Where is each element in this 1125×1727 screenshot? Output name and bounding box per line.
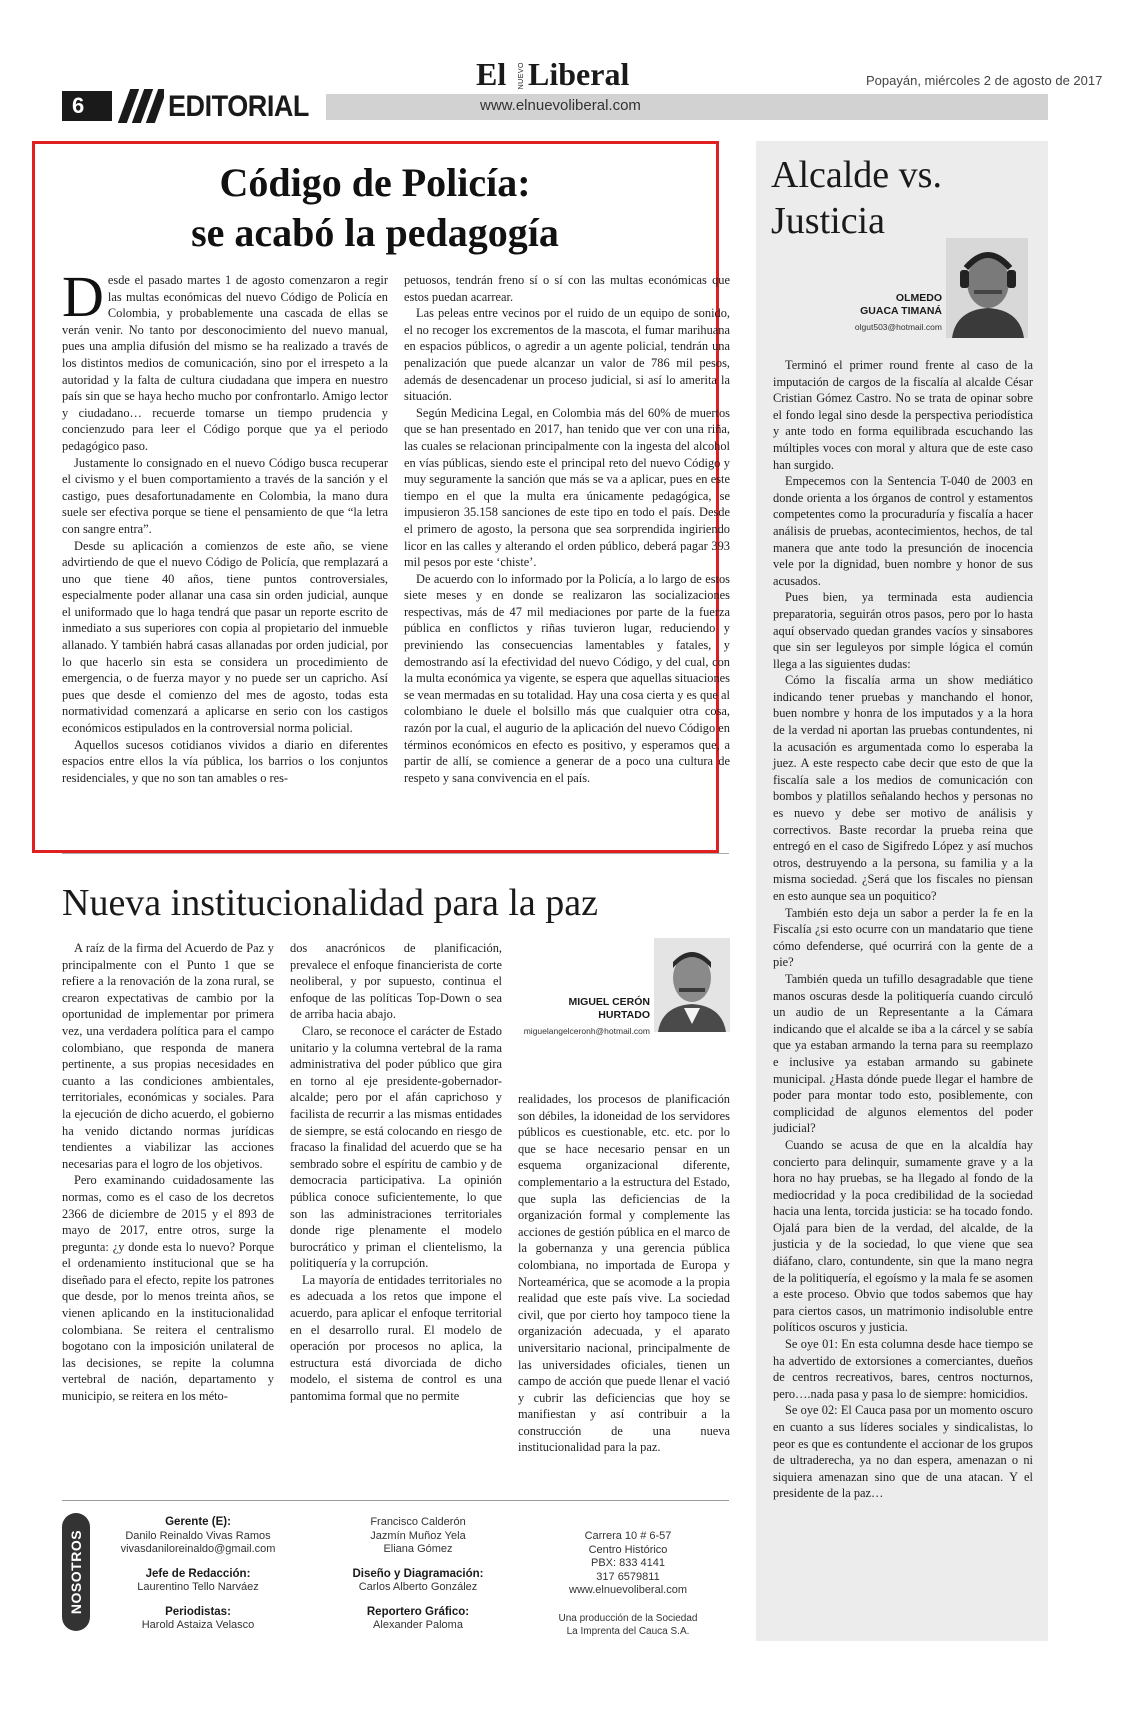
editorial-title-line2: se acabó la pedagogía (191, 210, 559, 255)
article2-author-name (524, 996, 650, 1022)
article-divider (62, 853, 729, 854)
article2-author-line1: MIGUEL CERÓN (568, 996, 650, 1008)
staff-email[interactable]: vivasdaniloreinaldo@gmail.com (120, 1543, 276, 1555)
editorial-paragraph: De acuerdo con lo informado por la Policía, a lo largo de estos siete meses y en donde se realizaron las socializaciones respectivas, más de 47 mil mediaciones por parte de la fuerza pública en conflictos y riñas tuvieron lugar, reduciendo y previniendo las consecuencias lamentables y fatales, y demostrando así la efectividad del nuevo Código, y del cual, con la multa económica ya vigente, se espera que aquellas situaciones se vean mermadas en su totalidad. Hay una cosa cierta y es que al colombiano le duele el bolsillo más que cualquier otra cosa, razón por la cual, el augurio de la aplicación del nuevo Código en términos económicos en efecto es positivo, y esperamos que, a partir de allí, se comience a generar de a poco una cultura de respeto y sana convivencia en el país. (404, 571, 730, 785)
staff-label: Periodistas: (165, 1605, 231, 1618)
opinion-paragraph: Terminó el primer round frente al caso de la imputación de cargos de la fiscalía al alcalde César Cristian Gómez Castro. No se trata de opinar sobre el fondo legal sino desde la perspectiva periodística y ante todo en forma equilibrada escuchando las múltiples voces con moral y altura que de este caso han surgido. (773, 358, 1033, 472)
footer-website[interactable]: www.elnuevoliberal.com (569, 1584, 687, 1596)
staff-name: Francisco Calderón (370, 1516, 466, 1528)
article2-paragraph: dos anacrónicos de planificación, prevalece el enfoque financierista de corte neoliberal, y por supuesto, continua el enfoque de las políticas Top-Down o sea de arriba hacia abajo. (290, 941, 502, 1022)
opinion-paragraph: También queda un tufillo desagradable que tiene manos oscuras desde la politiquería cuando circuló un audio de un Representante a la Cámara indicando que el alcalde se iba a la cárcel y se sabía que ya estaban armando la terna para su reemplazo e inclusive ya estaban armando su gabinete municipal. ¿Hasta dónde puede llegar el hambre de poder para montar todo esto, posiblemente, con complicidad de algunos elementos del poder judicial? (773, 971, 1033, 1136)
staff-label: Diseño y Diagramación: (352, 1567, 484, 1580)
editorial-paragraph: Justamente lo consignado en el nuevo Código busca recuperar el civismo y el buen comportamiento a través de la sanción y el castigo, pues desafortunadamente en Colombia, la mano dura suele ser efectiva porque se tiene el pensamiento de que “la letra con sangre entra”. (62, 455, 388, 536)
editorial-dropcap: D (62, 264, 104, 329)
staff-label: Jefe de Redacción: (145, 1567, 251, 1580)
opinion-title (771, 152, 942, 244)
opinion-body (773, 357, 1033, 1502)
address-line: Centro Histórico (588, 1543, 668, 1556)
editorial-paragraph (62, 264, 388, 455)
opinion-paragraph: Cómo la fiscalía arma un show mediático indicando tener pruebas y manchando el honor, buen nombre y honra de los imputados y a la hora de la verdad ni aportan las pruebas contundentes, ni la acusación es argumentada como lo esperaba la juez. A este respecto cabe decir que esto de que la fiscalía sale a los medios de comunicación con bombos y platillos señalando hechos y personas no es nuevo y debe ser motivo de análisis y correctivos. Baste recordar la prueba reina que entregó en el caso de Sigifredo López y así muchos otros, destruyendo a la persona, su familia y a la misma sociedad. ¿Será que los fiscales no piensan en esto aunque sea un poquitico? (773, 673, 1033, 903)
editorial-paragraph: Aquellos sucesos cotidianos vividos a diario en diferentes espacios entre ellos la vía pública, los barrios o los conjuntos residenciales, y que no son tan amables o res- (62, 737, 388, 785)
opinion-paragraph: También esto deja un sabor a perder la fe en la Fiscalía ¿si esto ocurre con un mandatario que tiene cómo defenderse, qué ocurrirá con la gente de a pie? (773, 905, 1033, 970)
staff-column-1 (100, 1516, 296, 1633)
staff-column-2 (318, 1516, 518, 1633)
page-number: 6 (62, 91, 112, 121)
article2-title: Nueva institucionalidad para la paz (62, 882, 599, 924)
pbx-number: PBX: 833 4141 (590, 1557, 665, 1569)
masthead-liberal: Liberal (528, 56, 630, 92)
opinion-paragraph: Cuando se acusa de que en la alcaldía hay concierto para delinquir, sumamente grave y a la hora no hay pruebas, se ha llegado al fondo de la mediocridad y la poca credibilidad de la sociedad hacia una lenta, torcida justicia: se ha tocado fondo. Ojalá para bien de la verdad, del alcalde, de la justicia y de la sociedad, lo que viene que sea diáfano, claro, contundente, sin que la mano negra de la politiquería, el egoísmo y la mala fe se asomen a este proceso. Obvio que todos sabemos que hay para ciertos casos, un matrimonio indisoluble entre políticos oscuros y justicia. (773, 1137, 1033, 1335)
opinion-paragraph: Se oye 02: El Cauca pasa por un momento oscuro en cuanto a sus líderes sociales y sindicalistas, lo peor es que es contundente el accionar de los grupos de ultraderecha, ya no dan espera, amenazan o ni siquiera amenazan sino que de una atacan. Y el presidente de la paz… (773, 1403, 1033, 1501)
staff-name: Laurentino Tello Narváez (137, 1581, 259, 1593)
opinion-author-line1: OLMEDO (895, 292, 942, 304)
footer-rule (62, 1500, 729, 1501)
nosotros-label (62, 1513, 90, 1631)
staff-name: Eliana Gómez (383, 1543, 453, 1555)
nosotros-text: NOSOTROS (68, 1529, 84, 1615)
staff-label: Gerente (E): (165, 1516, 231, 1528)
article2-paragraph: Pero examinando cuidadosamente las normas, como es el caso de los decretos 2366 de diciembre de 2015 y el 893 de mayo de 2017, entre otros, surge la pregunta: ¿y donde esta lo nuevo? Porque el ordenamiento institucional que se ha diseñado para el efecto, repite los patrones que desde, por lo menos treinta años, se vienen aplicando en la institucionalidad colombiana. Se reitera el centralismo bogotano con la imposición unilateral de las decisiones, se repite la columna vertebral de nación, departamento y municipio, se reitera en los méto- (62, 1173, 274, 1404)
staff-name: Carlos Alberto González (358, 1581, 478, 1593)
article2-column-2 (290, 940, 502, 1405)
site-url[interactable]: www.elnuevoliberal.com (480, 97, 641, 114)
editorial-paragraph: Según Medicina Legal, en Colombia más del 60% de muertos que se han presentado en 2017, han tenido que ver con una riña, las cuales se relacionan principalmente con la ingesta del alcohol en vías públicas, siendo este el principal reto del nuevo Código y muy seguramente la sanción que más se va a aplicar, pues en este tiempo en el que la multa era únicamente pedagógica, se impusieron 35.158 sanciones de este tipo en todo el país. Desde el primero de agosto, la persona que sea sorprendida ingiriendo licor en las calles y alterando el orden público, deberá pagar 393 mil pesos por este ‘chiste’. (404, 405, 730, 570)
editorial-paragraph: Las peleas entre vecinos por el ruido de un equipo de sonido, el no recoger los excrementos de la mascota, el fumar marihuana en espacios públicos, o agredir a un agente policial, tendrán una penalización que puede alcanzar un valor de 786 mil pesos, además de desencadenar un proceso judicial, si así lo amerita la situación. (404, 306, 730, 404)
staff-name: Jazmín Muñoz Yela (370, 1529, 466, 1542)
masthead-logo (476, 56, 636, 92)
opinion-author-email[interactable]: olgut503@hotmail.com (854, 322, 942, 332)
opinion-paragraph: Se oye 01: En esta columna desde hace tiempo se ha advertido de extorsiones a comerciantes, dueños de centros recreativos, bares, centros nocturnos, pero….nada pasa y pasa lo de siempre: homicidios. (773, 1337, 1033, 1401)
opinion-paragraph: Pues bien, ya terminada esta audiencia preparatoria, seguirán otros pasos, pero por lo hasta aquí observado quedan grandes vacíos y sinsabores que sin ser leguleyos por simple lógica el común llega a las siguientes dudas: (773, 590, 1033, 671)
portrait-icon (654, 938, 730, 1032)
opinion-author-line2: GUACA TIMANÁ (860, 305, 942, 317)
address-line: Carrera 10 # 6-57 (584, 1530, 672, 1542)
opinion-title-line2: Justicia (771, 200, 885, 242)
article2-column-3 (518, 1091, 730, 1456)
article2-paragraph: A raíz de la firma del Acuerdo de Paz y principalmente con el Punto 1 que se refiere a la renovación de la zona rural, se crearon expectativas de cambio por la oportunidad de implementar por primera vez, una verdadera política para el campo colombiano, que responda de manera pertinente, a sus propias necesidades en cuanto a las condiciones ambientales, territoriales, económicas y sociales. Para la ejecución de dicho acuerdo, el gobierno ha venido dictando normas jurídicas tendientes a viabilizar las acciones necesarias para el logro de los objetivos. (62, 941, 274, 1171)
production-credit: Una producción de la Sociedad (558, 1612, 698, 1624)
article2-paragraph: Claro, se reconoce el carácter de Estado unitario y la columna vertebral de la rama administrativa del poder público que gira en torno al eje presidente-gobernador-alcalde; pero por el afán caprichoso y facilista de recurrir a las mismas entidades de siempre, se está colocando en riesgo de fracaso la finalidad del acuerdo que se ha sembrado sobre el espíritu de cambio y de democracia participativa. La opinión pública conoce suficientemente, lo que son las administraciones territoriales donde rige plenamente el modelo burocrático y priman el clientelismo, la politiquería y la corrupción. (290, 1023, 502, 1271)
staff-name: Harold Astaiza Velasco (141, 1619, 255, 1631)
header-bar (326, 94, 1048, 120)
opinion-title-line1: Alcalde vs. (771, 154, 942, 196)
editorial-paragraph: Desde su aplicación a comienzos de este año, se viene advirtiendo de que el nuevo Código de Policía, que remplazará a uno que tiene 40 años, tiene puntos controversiales, especialmente poder allanar una casa sin orden judicial, aunque el uniformado que lo haga tendrá que pasar un reporte escrito de inmediato a sus superiores con copia al propietario del inmueble allanado. Y también habrá casas allanadas por orden judicial, por lo que hacerlo sin esta se considera un procedimiento de emergencia, o de fuerza mayor y no puede ser un capricho. Así pues que desde el comienzo del mes de agosto, todas esta normatividad comenzará a aplicarse en serio con los castigos económicos estipulados en la controversial norma policial. (62, 538, 388, 736)
editorial-paragraph-text: esde el pasado martes 1 de agosto comenzaron a regir las multas económicas del nuevo Código de Policía en Colombia, y probablemente una cascada de ellas se verán venir. No tanto por desconocimiento del nuevo manual, pues una amplia difusión del mismo se ha realizado a través de los distintos medios de comunicación, sino por el irrespeto a la autoridad y la falta de cultura ciudadana que impera en nuestro país sin que se haya hecho mucho por confrontarlo. Amigo lector y ciudadano… recuerde tomarse un tiempo prudencia y concienzudo para leer el Código porque que ya el periodo pedagógico paso. (62, 273, 388, 453)
staff-label: Reportero Gráfico: (366, 1605, 470, 1618)
staff-name: Alexander Paloma (373, 1619, 463, 1631)
article2-column-1 (62, 940, 274, 1405)
section-slashes-decoration (116, 89, 164, 123)
editorial-column-2 (404, 272, 730, 786)
masthead-el: El (476, 56, 507, 92)
production-credit: La Imprenta del Cauca S.A. (566, 1626, 690, 1637)
article2-author-email[interactable]: miguelangelceronh@hotmail.com (523, 1026, 650, 1036)
editorial-title (35, 158, 715, 258)
opinion-author-name (838, 292, 942, 318)
article2-paragraph: realidades, los procesos de planificación son débiles, la idoneidad de los servidores públicos es cuestionable, etc. etc. por lo que se hace necesario pensar en un esquema organizacional diferente, complementario a la estructura del Estado, que supla las deficiencias de la organización formal y complemente las acciones de gestión pública en el marco de la gobernanza y una gerencia pública colombiana, no importada de Europa y Norteamérica, que se acomode a la propia realidad que este país vive. La sociedad civil, que por cierto hoy tampoco tiene la organización adecuada, y el aparato universitario nacional, principalmente de las universidades oficiales, tienen un campo de acción que puede llenar el vació y cubrir las deficiencias que hoy se manifiestan y así contribuir a la construcción de una nueva institucionalidad para la paz. (518, 1092, 730, 1455)
phone-number: 317 6579811 (596, 1570, 660, 1583)
portrait-icon (946, 238, 1028, 338)
opinion-paragraph: Empecemos con la Sentencia T-040 de 2003 en donde orienta a los órganos de control y estamentos competentes como la procuraduría y fiscalía a hacer análisis de pruebas, acontecimientos, hechos, de tal manera que ante todo la presunción de inocencia vele por la dignidad, buen nombre y honor de sus acusados. (773, 474, 1033, 588)
masthead-nuevo: NUEVO (518, 62, 525, 90)
article2-paragraph: La mayoría de entidades territoriales no es adecuada a los retos que impone el acuerdo, para aplicar el enfoque territorial en el desarrollo rural. El modelo de operación por procesos no aplica, la estructura está divorciada de dicho modelo, el sistema de control es una pantomima formal que no permite (290, 1272, 502, 1404)
article2-author-line2: HURTADO (598, 1009, 650, 1021)
staff-column-3 (540, 1530, 716, 1639)
editorial-column-1 (62, 264, 388, 786)
author-photo-miguel (654, 938, 730, 1032)
staff-name: Danilo Reinaldo Vivas Ramos (125, 1529, 271, 1542)
section-title: EDITORIAL (168, 90, 309, 123)
author-photo-olmedo (946, 238, 1028, 338)
issue-date: Popayán, miércoles 2 de agosto de 2017 (866, 73, 1103, 88)
editorial-paragraph: petuosos, tendrán freno sí o sí con las multas económicas que estos puedan acarrear. (404, 273, 730, 304)
editorial-title-line1: Código de Policía: (219, 160, 531, 205)
